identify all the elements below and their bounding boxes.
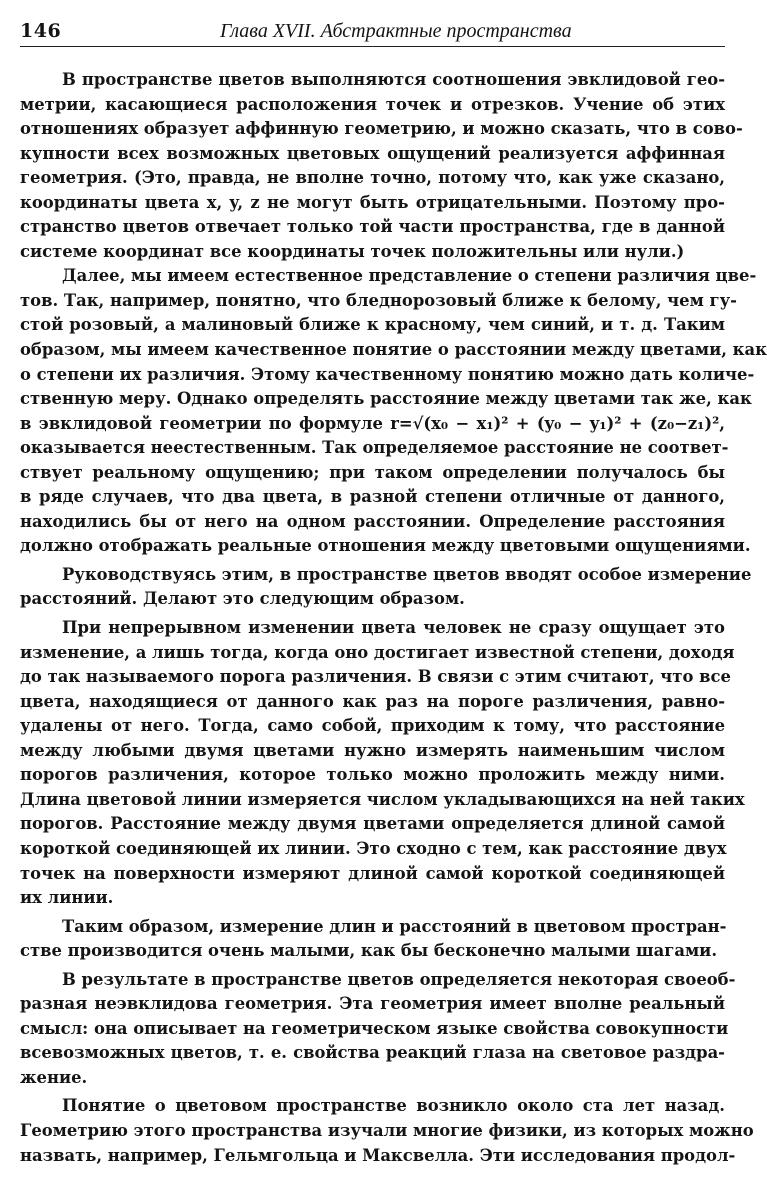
text-line: геометрия. (Это, правда, не вполне точно, потому что, как уже сказано, — [20, 168, 725, 188]
text-line: стой розовый, а малиновый ближе к красному, чем синий, и т. д. Таким — [20, 315, 725, 335]
text-line: их линии. — [20, 888, 114, 908]
text-line: Геометрию этого пространства изучали многие физики, из которых можно — [20, 1120, 754, 1140]
text-line: оказывается неестественным. Так определяемое расстояние не соответ- — [20, 438, 729, 458]
text-line: ственную меру. Однако определять расстояние между цветами так же, как — [20, 389, 752, 409]
paragraph — [20, 1094, 754, 1168]
text-line: разная неэвклидова геометрия. Эта геометрия имеет вполне реальный — [20, 994, 725, 1014]
text-line: порогов. Расстояние между двумя цветами определяется длиной самой — [20, 814, 725, 834]
text-line: При непрерывном изменении цвета человек не сразу ощущает это — [62, 618, 725, 638]
text-line: точек на поверхности измеряют длиной самой короткой соединяющей — [20, 863, 725, 883]
text-line: координаты цвета x, y, z не могут быть отрицательными. Поэтому про- — [20, 192, 725, 212]
paragraph — [20, 616, 745, 911]
text-line: должно отображать реальные отношения между цветовыми ощущениями. — [20, 536, 751, 556]
text-line: изменение, а лишь тогда, когда оно достигает известной степени, доходя — [20, 642, 735, 662]
text-line: Таким образом, измерение длин и расстояний в цветовом простран- — [62, 916, 727, 936]
text-line: отношениях образует аффинную геометрию, и можно сказать, что в сово- — [20, 119, 743, 139]
text-line: В пространстве цветов выполняются соотношения эвклидовой гео- — [62, 70, 725, 89]
text-line: ствует реальному ощущению; при таком определении получалось бы — [20, 462, 725, 482]
text-line: системе координат все координаты точек положительны или нули.) — [20, 241, 685, 261]
text-line: в ряде случаев, что два цвета, в разной степени отличные от данного, — [20, 487, 725, 507]
page-number: 146 — [20, 20, 62, 42]
text-line: стве производится очень малыми, как бы бесконечно малыми шагами. — [20, 941, 718, 961]
text-line: всевозможных цветов, т. е. свойства реакций глаза на световое раздра- — [20, 1043, 725, 1063]
paragraph — [20, 968, 736, 1091]
paragraph — [20, 915, 725, 964]
running-head: Глава XVII. Абстрактные пространства — [220, 20, 572, 42]
paragraph — [20, 264, 767, 559]
text-line: назвать, например, Гельмгольца и Максвелла. Эти исследования продол- — [20, 1145, 736, 1165]
body-text — [20, 68, 767, 1168]
text-line: Длина цветовой линии измеряется числом укладывающихся на ней таких — [20, 789, 745, 809]
text-line: удалены от него. Тогда, само собой, приходим к тому, что расстояние — [20, 716, 725, 736]
text-line: порогов различения, которое только можно проложить между ними. — [20, 765, 725, 785]
text-line: смысл: она описывает на геометрическом языке свойства совокупности — [20, 1018, 729, 1038]
text-line: расстояний. Делают это следующим образом. — [20, 589, 465, 609]
text-line: находились бы от него на одном расстоянии. Определение расстояния — [20, 511, 725, 531]
text-line: Далее, мы имеем естественное представление о степени различия цве- — [62, 266, 757, 286]
text-line: жение. — [20, 1067, 88, 1087]
text-line: тов. Так, например, понятно, что бледнорозовый ближе к белому, чем гу- — [20, 290, 737, 310]
text-line: цвета, находящиеся от данного как раз на пороге различения, равно- — [20, 691, 725, 711]
text-line: В результате в пространстве цветов определяется некоторая своеоб- — [62, 969, 736, 989]
text-line: образом, мы имеем качественное понятие о расстоянии между цветами, как — [20, 340, 767, 360]
text-line: странство цветов отвечает только той части пространства, где в данной — [20, 217, 725, 237]
paragraph — [20, 563, 752, 612]
text-line: короткой соединяющей их линии. Это сходно с тем, как расстояние двух — [20, 838, 727, 858]
formula-line: в эвклидовой геометрии по формуле r=√(x₀ − x₁)² + (y₀ − y₁)² + (z₀−z₁)², — [20, 413, 725, 433]
text-line: купности всех возможных цветовых ощущений реализуется аффинная — [20, 143, 725, 163]
text-line: Понятие о цветовом пространстве возникло около ста лет назад. — [62, 1096, 725, 1116]
text-line: между любыми двумя цветами нужно измерять наименьшим числом — [20, 740, 725, 760]
page-header — [20, 20, 725, 47]
text-line: Руководствуясь этим, в пространстве цветов вводят особое измерение — [62, 564, 752, 584]
paragraph — [20, 68, 743, 264]
text-line: о степени их различия. Этому качественному понятию можно дать количе- — [20, 364, 755, 384]
text-line: до так называемого порога различения. В связи с этим считают, что все — [20, 667, 731, 687]
text-line: метрии, касающиеся расположения точек и отрезков. Учение об этих — [20, 94, 725, 114]
